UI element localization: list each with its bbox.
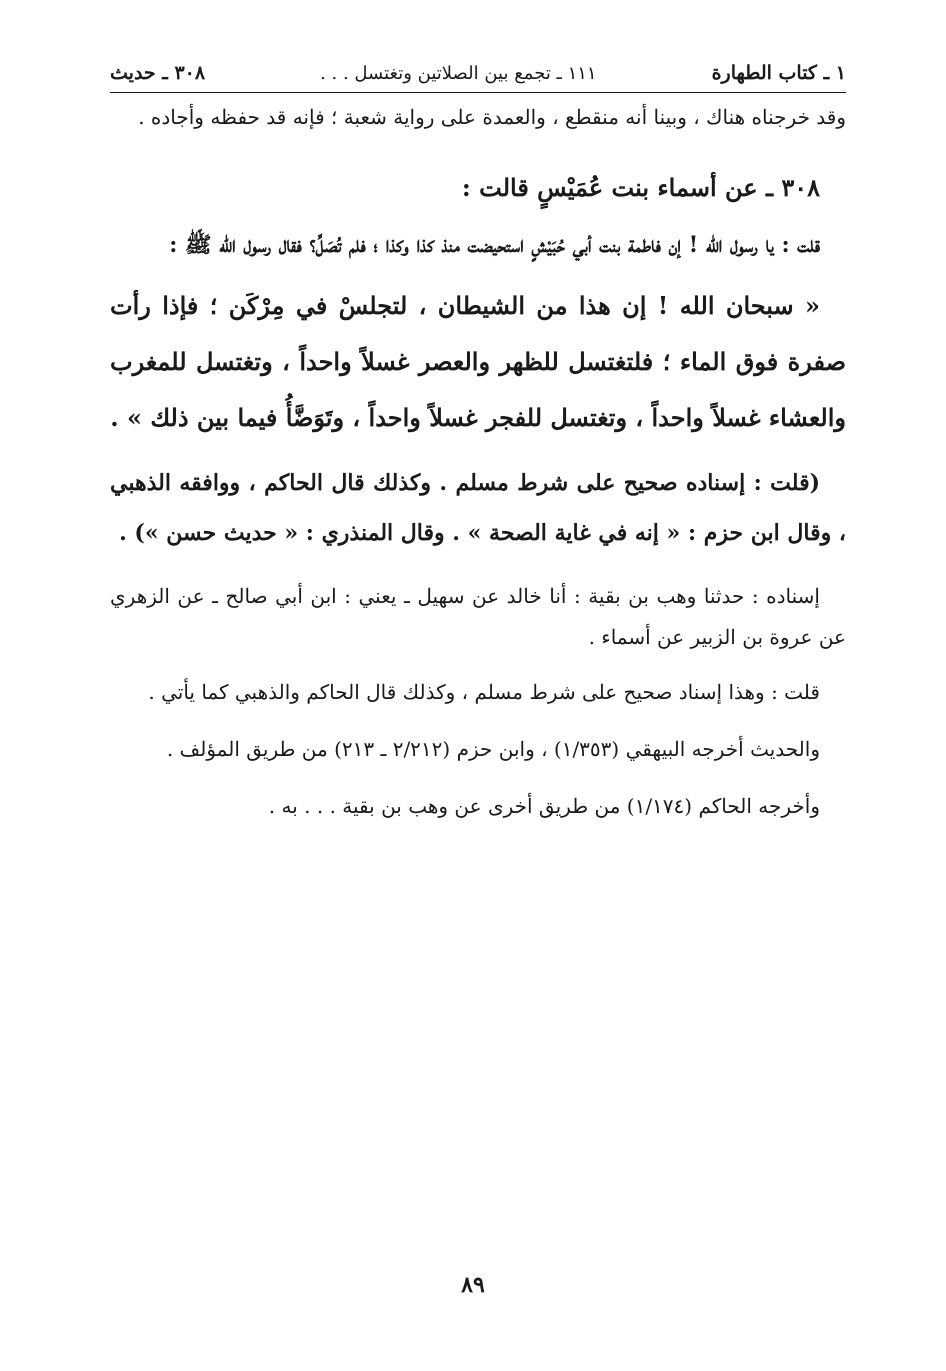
header-hadith-number: ٣٠٨ ـ حديث [110, 62, 206, 84]
author-verdict: (قلت : إسناده صحيح على شرط مسلم . وكذلك قال الحاكم ، ووافقه الذهبي ، وقال ابن حزم : « إنه في غاية الصحة » . وقال المنذري : « حديث حسن ») . [110, 470, 846, 546]
document-page [110, 62, 846, 827]
header-book-title: ١ ـ كتاب الطهارة [711, 62, 846, 84]
hadith-question: قلت : يا رسول الله ! إن فاطمة بنت أبي حُبَيْشٍ استحيضت منذ كذا وكذا ؛ فلم تُصَلِّ؟ فقال رسول الله ﷺ : [169, 232, 820, 258]
header-chapter-title: ١١١ ـ تجمع بين الصلاتين وتغتسل . . . [320, 63, 597, 84]
hadith-text: « سبحان الله ! إن هذا من الشيطان ، لتجلسْ في مِرْكَن ؛ فإذا رأت صفرة فوق الماء ؛ فلتغتسل للظهر والعصر غسلاً واحداً ، وتغتسل للمغرب والعشاء غسلاً واحداً ، وتغتسل للفجر غسلاً واحداً ، وتَوَضَّأُ فيما بين ذلك » . [110, 291, 846, 432]
hadith-heading: ٣٠٨ ـ عن أسماء بنت عُمَيْسٍ قالت : [461, 173, 820, 202]
comment-paragraph: قلت : وهذا إسناد صحيح على شرط مسلم ، وكذلك قال الحاكم والذهبي كما يأتي . [148, 680, 820, 704]
takhrij-paragraph-2: وأخرجه الحاكم (١/١٧٤) من طريق أخرى عن وهب بن بقية . . . به . [268, 794, 820, 818]
intro-paragraph: وقد خرجناه هناك ، وبينا أنه منقطع ، والعمدة على رواية شعبة ؛ فإنه قد حفظه وأجاده . [138, 105, 846, 129]
takhrij-paragraph: والحديث أخرجه البيهقي (١/٣٥٣) ، وابن حزم (٢/٢١٢ ـ ٢١٣) من طريق المؤلف . [166, 737, 820, 761]
page-number: ٨٩ [461, 1272, 485, 1298]
running-header [110, 62, 846, 93]
isnad-paragraph: إسناده : حدثنا وهب بن بقية : أنا خالد عن سهيل ـ يعني : ابن أبي صالح ـ عن الزهري عن عروة بن الزبير عن أسماء . [110, 584, 846, 649]
